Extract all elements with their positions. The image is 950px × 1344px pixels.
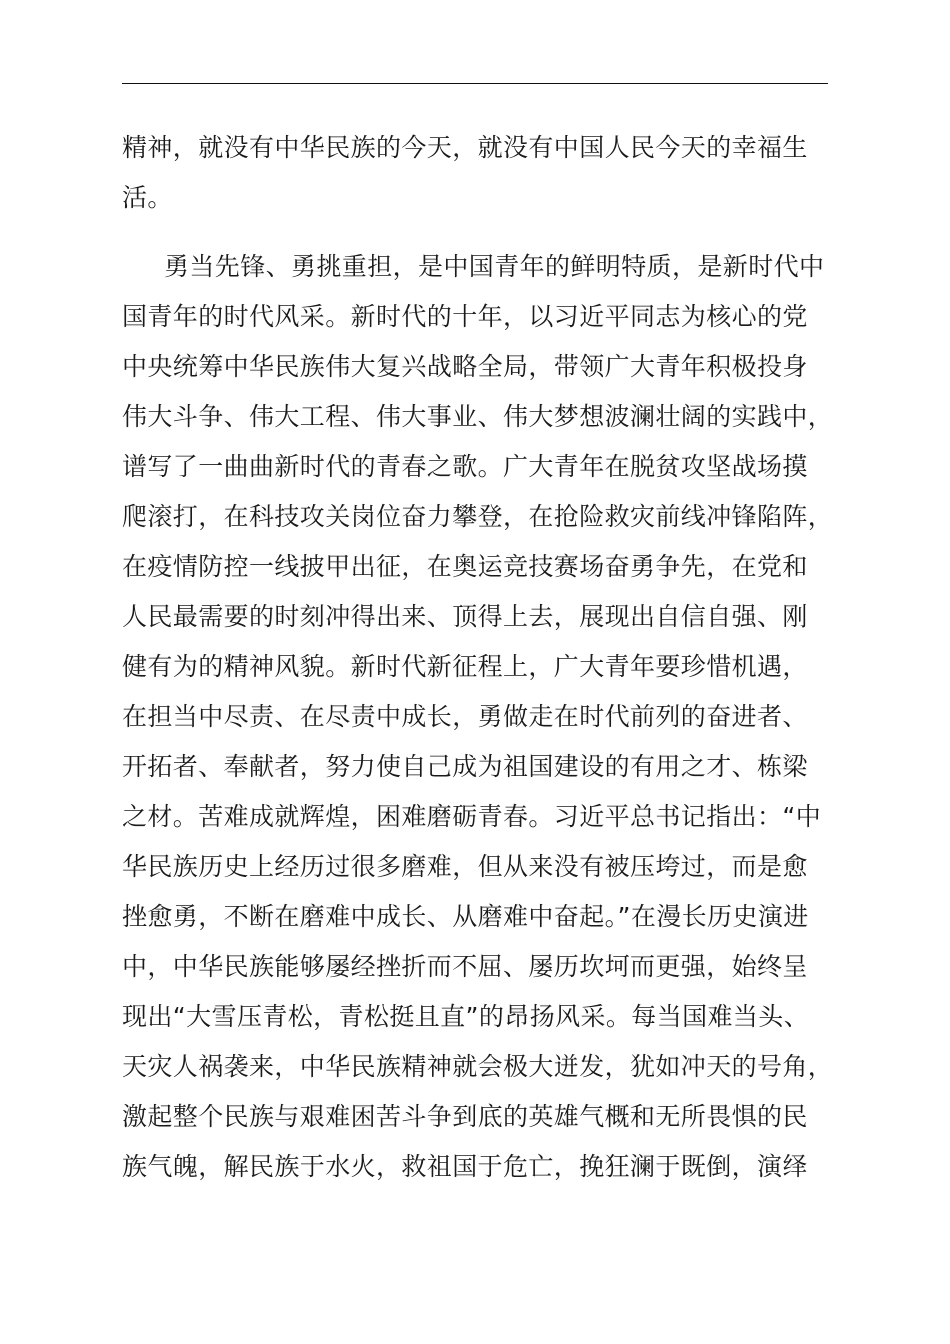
- paragraph-2: [122, 242, 834, 1192]
- text-line: 健有为的精神风貌。新时代新征程上，广大青年要珍惜机遇，: [122, 652, 808, 681]
- text-line: 人民最需要的时刻冲得出来、顶得上去，展现出自信自强、刚: [122, 602, 808, 631]
- text-line: 华民族历史上经历过很多磨难，但从来没有被压垮过，而是愈: [122, 852, 808, 881]
- document-body: [122, 123, 834, 1192]
- header-rule: [122, 83, 828, 84]
- text-line: 谱写了一曲曲新时代的青春之歌。广大青年在脱贫攻坚战场摸: [122, 452, 808, 481]
- text-line: 激起整个民族与艰难困苦斗争到底的英雄气概和无所畏惧的民: [122, 1102, 808, 1131]
- text-line: 开拓者、奉献者，努力使自己成为祖国建设的有用之才、栋梁: [122, 752, 808, 781]
- text-line: 活。: [122, 183, 173, 212]
- text-line: 现出“大雪压青松，青松挺且直”的昂扬风采。每当国难当头、: [122, 1002, 810, 1031]
- text-line: 之材。苦难成就辉煌，困难磨砺青春。习近平总书记指出：“中: [122, 802, 822, 831]
- text-line: 在担当中尽责、在尽责中成长，勇做走在时代前列的奋进者、: [122, 702, 808, 731]
- text-line: 天灾人祸袭来，中华民族精神就会极大迸发，犹如冲天的号角，: [122, 1052, 834, 1081]
- text-line: 在疫情防控一线披甲出征，在奥运竞技赛场奋勇争先，在党和: [122, 552, 808, 581]
- text-line-first: 勇当先锋、勇挑重担，是中国青年的鲜明特质，是新时代中: [164, 252, 825, 281]
- text-line: 爬滚打，在科技攻关岗位奋力攀登，在抢险救灾前线冲锋陷阵，: [122, 502, 834, 531]
- paragraph-gap: [122, 223, 828, 242]
- text-line: 挫愈勇，不断在磨难中成长、从磨难中奋起。”在漫长历史演进: [122, 902, 809, 931]
- paragraph-1: [122, 123, 828, 223]
- text-line: 精神，就没有中华民族的今天，就没有中国人民今天的幸福生: [122, 133, 808, 162]
- text-line: 伟大斗争、伟大工程、伟大事业、伟大梦想波澜壮阔的实践中，: [122, 402, 834, 431]
- text-line: 中，中华民族能够屡经挫折而不屈、屡历坎坷而更强，始终呈: [122, 952, 808, 981]
- text-line: 中央统筹中华民族伟大复兴战略全局，带领广大青年积极投身: [122, 352, 808, 381]
- text-line: 族气魄，解民族于水火，救祖国于危亡，挽狂澜于既倒，演绎: [122, 1152, 808, 1181]
- text-line: 国青年的时代风采。新时代的十年，以习近平同志为核心的党: [122, 302, 808, 331]
